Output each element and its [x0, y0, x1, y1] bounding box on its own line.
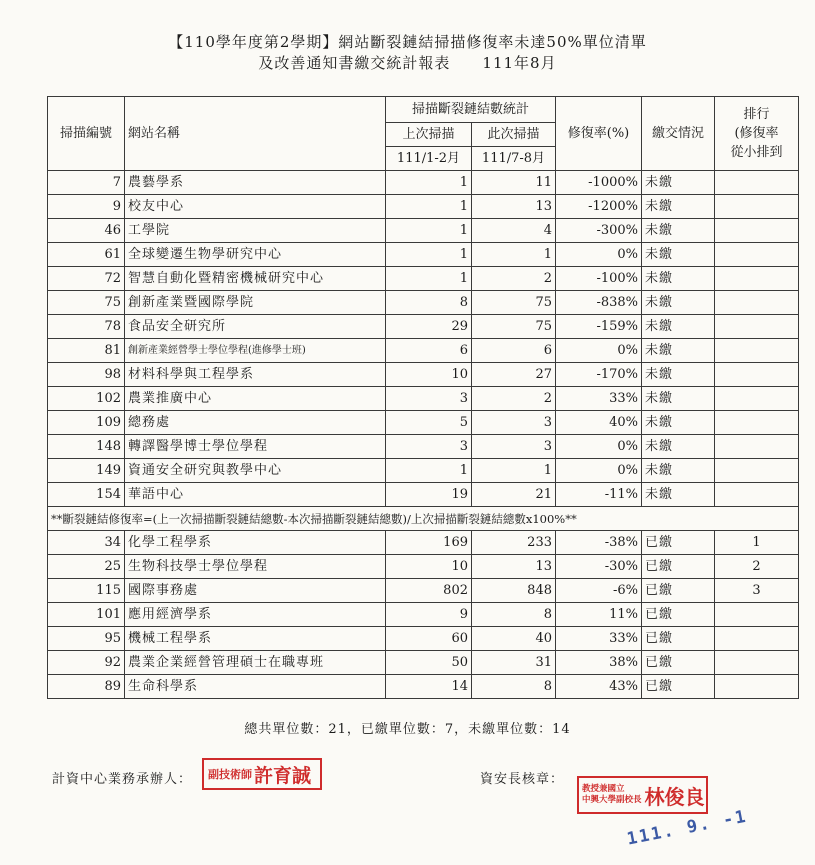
table-row: [48, 555, 799, 579]
cell-status: 未繳: [642, 243, 715, 267]
cell-prev: 60: [386, 627, 472, 651]
col-header-group: 掃描斷裂鏈結數統計: [386, 97, 556, 123]
cell-name: 創新產業經營學士學位學程(進修學士班): [125, 339, 386, 363]
cell-id: 154: [48, 483, 125, 507]
approver-label: 資安長核章：: [480, 772, 565, 787]
cell-curr: 75: [472, 315, 556, 339]
table-row: [48, 651, 799, 675]
table-row: [48, 435, 799, 459]
table-row: [48, 267, 799, 291]
cell-curr: 8: [472, 675, 556, 699]
table-header: [48, 97, 799, 171]
cell-prev: 14: [386, 675, 472, 699]
cell-rank: [715, 387, 799, 411]
table-row: [48, 411, 799, 435]
col-header-id: 掃描編號: [48, 97, 125, 171]
cell-name: 化學工程學系: [125, 531, 386, 555]
cell-name: 機械工程學系: [125, 627, 386, 651]
col-header-prev-period: 111/1-2月: [386, 147, 472, 171]
cell-id: 61: [48, 243, 125, 267]
table-row: [48, 363, 799, 387]
summary-line: 總共單位數：21，已繳單位數：7，未繳單位數：14: [244, 722, 571, 737]
cell-rank: [715, 243, 799, 267]
cell-rate: -11%: [556, 483, 642, 507]
cell-rank: [715, 315, 799, 339]
cell-status: 已繳: [642, 555, 715, 579]
table-row: [48, 195, 799, 219]
cell-prev: 50: [386, 651, 472, 675]
report-subtitle: 及改善通知書繳交統計報表 111年8月: [258, 54, 557, 72]
cell-name: 校友中心: [125, 195, 386, 219]
cell-rate: 0%: [556, 243, 642, 267]
cell-name: 智慧自動化暨精密機械研究中心: [125, 267, 386, 291]
cell-curr: 1: [472, 243, 556, 267]
cell-name: 應用經濟學系: [125, 603, 386, 627]
col-header-rate: 修復率(%): [556, 97, 642, 171]
table-row: [48, 339, 799, 363]
cell-prev: 1: [386, 219, 472, 243]
table-row: [48, 459, 799, 483]
cell-prev: 10: [386, 363, 472, 387]
cell-rate: -6%: [556, 579, 642, 603]
handler-label: 計資中心業務承辦人：: [52, 772, 193, 787]
cell-name: 全球變遷生物學研究中心: [125, 243, 386, 267]
table-row: [48, 291, 799, 315]
report-title: 【110學年度第2學期】網站斷裂鏈結掃描修復率未達50%單位清單: [168, 33, 647, 51]
cell-status: 未繳: [642, 219, 715, 243]
col-header-curr-period: 111/7-8月: [472, 147, 556, 171]
cell-rank: [715, 411, 799, 435]
cell-id: 102: [48, 387, 125, 411]
cell-name: 華語中心: [125, 483, 386, 507]
cell-id: 7: [48, 171, 125, 195]
cell-curr: 3: [472, 411, 556, 435]
cell-status: 已繳: [642, 651, 715, 675]
report-table: [47, 96, 799, 699]
cell-prev: 802: [386, 579, 472, 603]
cell-id: 149: [48, 459, 125, 483]
cell-name: 生命科學系: [125, 675, 386, 699]
cell-prev: 1: [386, 171, 472, 195]
cell-name: 轉譯醫學博士學位學程: [125, 435, 386, 459]
cell-id: 109: [48, 411, 125, 435]
cell-rank: [715, 483, 799, 507]
cell-name: 農業企業經營管理碩士在職專班: [125, 651, 386, 675]
cell-curr: 2: [472, 267, 556, 291]
approver-stamp-line2: 中興大學副校長: [582, 795, 642, 805]
cell-id: 34: [48, 531, 125, 555]
handler-stamp-title: 副技術師: [208, 768, 252, 781]
cell-id: 95: [48, 627, 125, 651]
cell-id: 75: [48, 291, 125, 315]
formula-section: [48, 507, 799, 531]
cell-status: 未繳: [642, 195, 715, 219]
cell-name: 農藝學系: [125, 171, 386, 195]
cell-name: 總務處: [125, 411, 386, 435]
cell-curr: 848: [472, 579, 556, 603]
table-row: [48, 675, 799, 699]
cell-rank: [715, 435, 799, 459]
table-row: [48, 483, 799, 507]
cell-status: 未繳: [642, 435, 715, 459]
cell-rank: 2: [715, 555, 799, 579]
cell-curr: 2: [472, 387, 556, 411]
cell-rank: [715, 675, 799, 699]
cell-curr: 21: [472, 483, 556, 507]
cell-rate: 33%: [556, 627, 642, 651]
cell-curr: 8: [472, 603, 556, 627]
cell-status: 已繳: [642, 531, 715, 555]
cell-curr: 40: [472, 627, 556, 651]
cell-rank: [715, 171, 799, 195]
cell-id: 115: [48, 579, 125, 603]
cell-prev: 10: [386, 555, 472, 579]
cell-rate: 38%: [556, 651, 642, 675]
cell-rank: [715, 195, 799, 219]
cell-name: 創新產業暨國際學院: [125, 291, 386, 315]
cell-rank: [715, 339, 799, 363]
approver-stamp-line1: 教授兼國立: [582, 784, 625, 794]
cell-rate: -38%: [556, 531, 642, 555]
cell-id: 101: [48, 603, 125, 627]
cell-curr: 11: [472, 171, 556, 195]
col-header-curr: 此次掃描: [472, 123, 556, 147]
table-row: [48, 627, 799, 651]
table-row: [48, 243, 799, 267]
cell-rate: 0%: [556, 459, 642, 483]
cell-prev: 1: [386, 267, 472, 291]
cell-name: 工學院: [125, 219, 386, 243]
cell-curr: 6: [472, 339, 556, 363]
cell-id: 25: [48, 555, 125, 579]
cell-prev: 1: [386, 195, 472, 219]
cell-prev: 19: [386, 483, 472, 507]
cell-rate: 33%: [556, 387, 642, 411]
table-row: [48, 387, 799, 411]
cell-status: 未繳: [642, 171, 715, 195]
cell-curr: 13: [472, 195, 556, 219]
cell-curr: 31: [472, 651, 556, 675]
approver-stamp-name: 林俊良: [644, 784, 705, 809]
cell-prev: 3: [386, 387, 472, 411]
cell-id: 72: [48, 267, 125, 291]
cell-name: 農業推廣中心: [125, 387, 386, 411]
unpaid-section: [48, 171, 799, 507]
cell-status: 未繳: [642, 291, 715, 315]
cell-status: 未繳: [642, 411, 715, 435]
cell-prev: 8: [386, 291, 472, 315]
cell-status: 未繳: [642, 459, 715, 483]
cell-status: 已繳: [642, 675, 715, 699]
cell-id: 9: [48, 195, 125, 219]
cell-rate: 0%: [556, 339, 642, 363]
handler-stamp: [202, 758, 322, 790]
cell-prev: 5: [386, 411, 472, 435]
cell-rank: 3: [715, 579, 799, 603]
cell-rank: [715, 267, 799, 291]
cell-prev: 6: [386, 339, 472, 363]
table-row: [48, 531, 799, 555]
approver-stamp: [577, 776, 708, 814]
cell-status: 未繳: [642, 483, 715, 507]
cell-rate: 0%: [556, 435, 642, 459]
cell-name: 材料科學與工程學系: [125, 363, 386, 387]
cell-rate: 43%: [556, 675, 642, 699]
cell-status: 未繳: [642, 339, 715, 363]
cell-rate: -100%: [556, 267, 642, 291]
cell-curr: 3: [472, 435, 556, 459]
cell-rank: [715, 651, 799, 675]
formula-note: **斷裂鏈結修復率=(上一次掃描斷裂鏈結總數-本次掃描斷裂鏈結總數)/上次掃描斷裂鏈結總數x100%**: [48, 507, 799, 531]
cell-id: 148: [48, 435, 125, 459]
cell-rank: [715, 291, 799, 315]
cell-curr: 233: [472, 531, 556, 555]
cell-prev: 1: [386, 459, 472, 483]
cell-rank: [715, 627, 799, 651]
col-header-name: 網站名稱: [125, 97, 386, 171]
cell-rate: -30%: [556, 555, 642, 579]
rank-header-line2: (修復率: [734, 126, 779, 141]
cell-curr: 1: [472, 459, 556, 483]
cell-status: 已繳: [642, 579, 715, 603]
cell-curr: 4: [472, 219, 556, 243]
table-row: [48, 603, 799, 627]
cell-status: 未繳: [642, 363, 715, 387]
cell-rate: -170%: [556, 363, 642, 387]
cell-id: 89: [48, 675, 125, 699]
cell-status: 已繳: [642, 627, 715, 651]
cell-name: 資通安全研究與教學中心: [125, 459, 386, 483]
cell-status: 已繳: [642, 603, 715, 627]
col-header-rank: [715, 97, 799, 171]
cell-rank: [715, 603, 799, 627]
cell-curr: 27: [472, 363, 556, 387]
date-stamp: 111. 9. -1: [625, 806, 750, 850]
cell-prev: 9: [386, 603, 472, 627]
cell-prev: 169: [386, 531, 472, 555]
cell-prev: 29: [386, 315, 472, 339]
cell-id: 46: [48, 219, 125, 243]
cell-rate: -1200%: [556, 195, 642, 219]
cell-status: 未繳: [642, 315, 715, 339]
cell-rank: [715, 459, 799, 483]
cell-rate: -300%: [556, 219, 642, 243]
cell-rate: -838%: [556, 291, 642, 315]
cell-rank: 1: [715, 531, 799, 555]
col-header-prev: 上次掃描: [386, 123, 472, 147]
cell-rate: 11%: [556, 603, 642, 627]
rank-header-line3: 從小排到: [730, 145, 783, 160]
cell-prev: 1: [386, 243, 472, 267]
cell-id: 92: [48, 651, 125, 675]
cell-curr: 75: [472, 291, 556, 315]
table-row: [48, 315, 799, 339]
cell-prev: 3: [386, 435, 472, 459]
rank-header-line1: 排行: [743, 107, 770, 122]
cell-id: 98: [48, 363, 125, 387]
cell-name: 生物科技學士學位學程: [125, 555, 386, 579]
cell-curr: 13: [472, 555, 556, 579]
cell-id: 81: [48, 339, 125, 363]
table-row: [48, 219, 799, 243]
handler-stamp-name: 許育誠: [254, 764, 312, 787]
cell-id: 78: [48, 315, 125, 339]
cell-rank: [715, 363, 799, 387]
cell-name: 食品安全研究所: [125, 315, 386, 339]
table-row: [48, 171, 799, 195]
cell-rate: 40%: [556, 411, 642, 435]
table-row: [48, 579, 799, 603]
cell-name: 國際事務處: [125, 579, 386, 603]
paid-section: [48, 531, 799, 699]
cell-status: 未繳: [642, 267, 715, 291]
cell-rank: [715, 219, 799, 243]
col-header-status: 繳交情況: [642, 97, 715, 171]
cell-rate: -159%: [556, 315, 642, 339]
cell-rate: -1000%: [556, 171, 642, 195]
cell-status: 未繳: [642, 387, 715, 411]
